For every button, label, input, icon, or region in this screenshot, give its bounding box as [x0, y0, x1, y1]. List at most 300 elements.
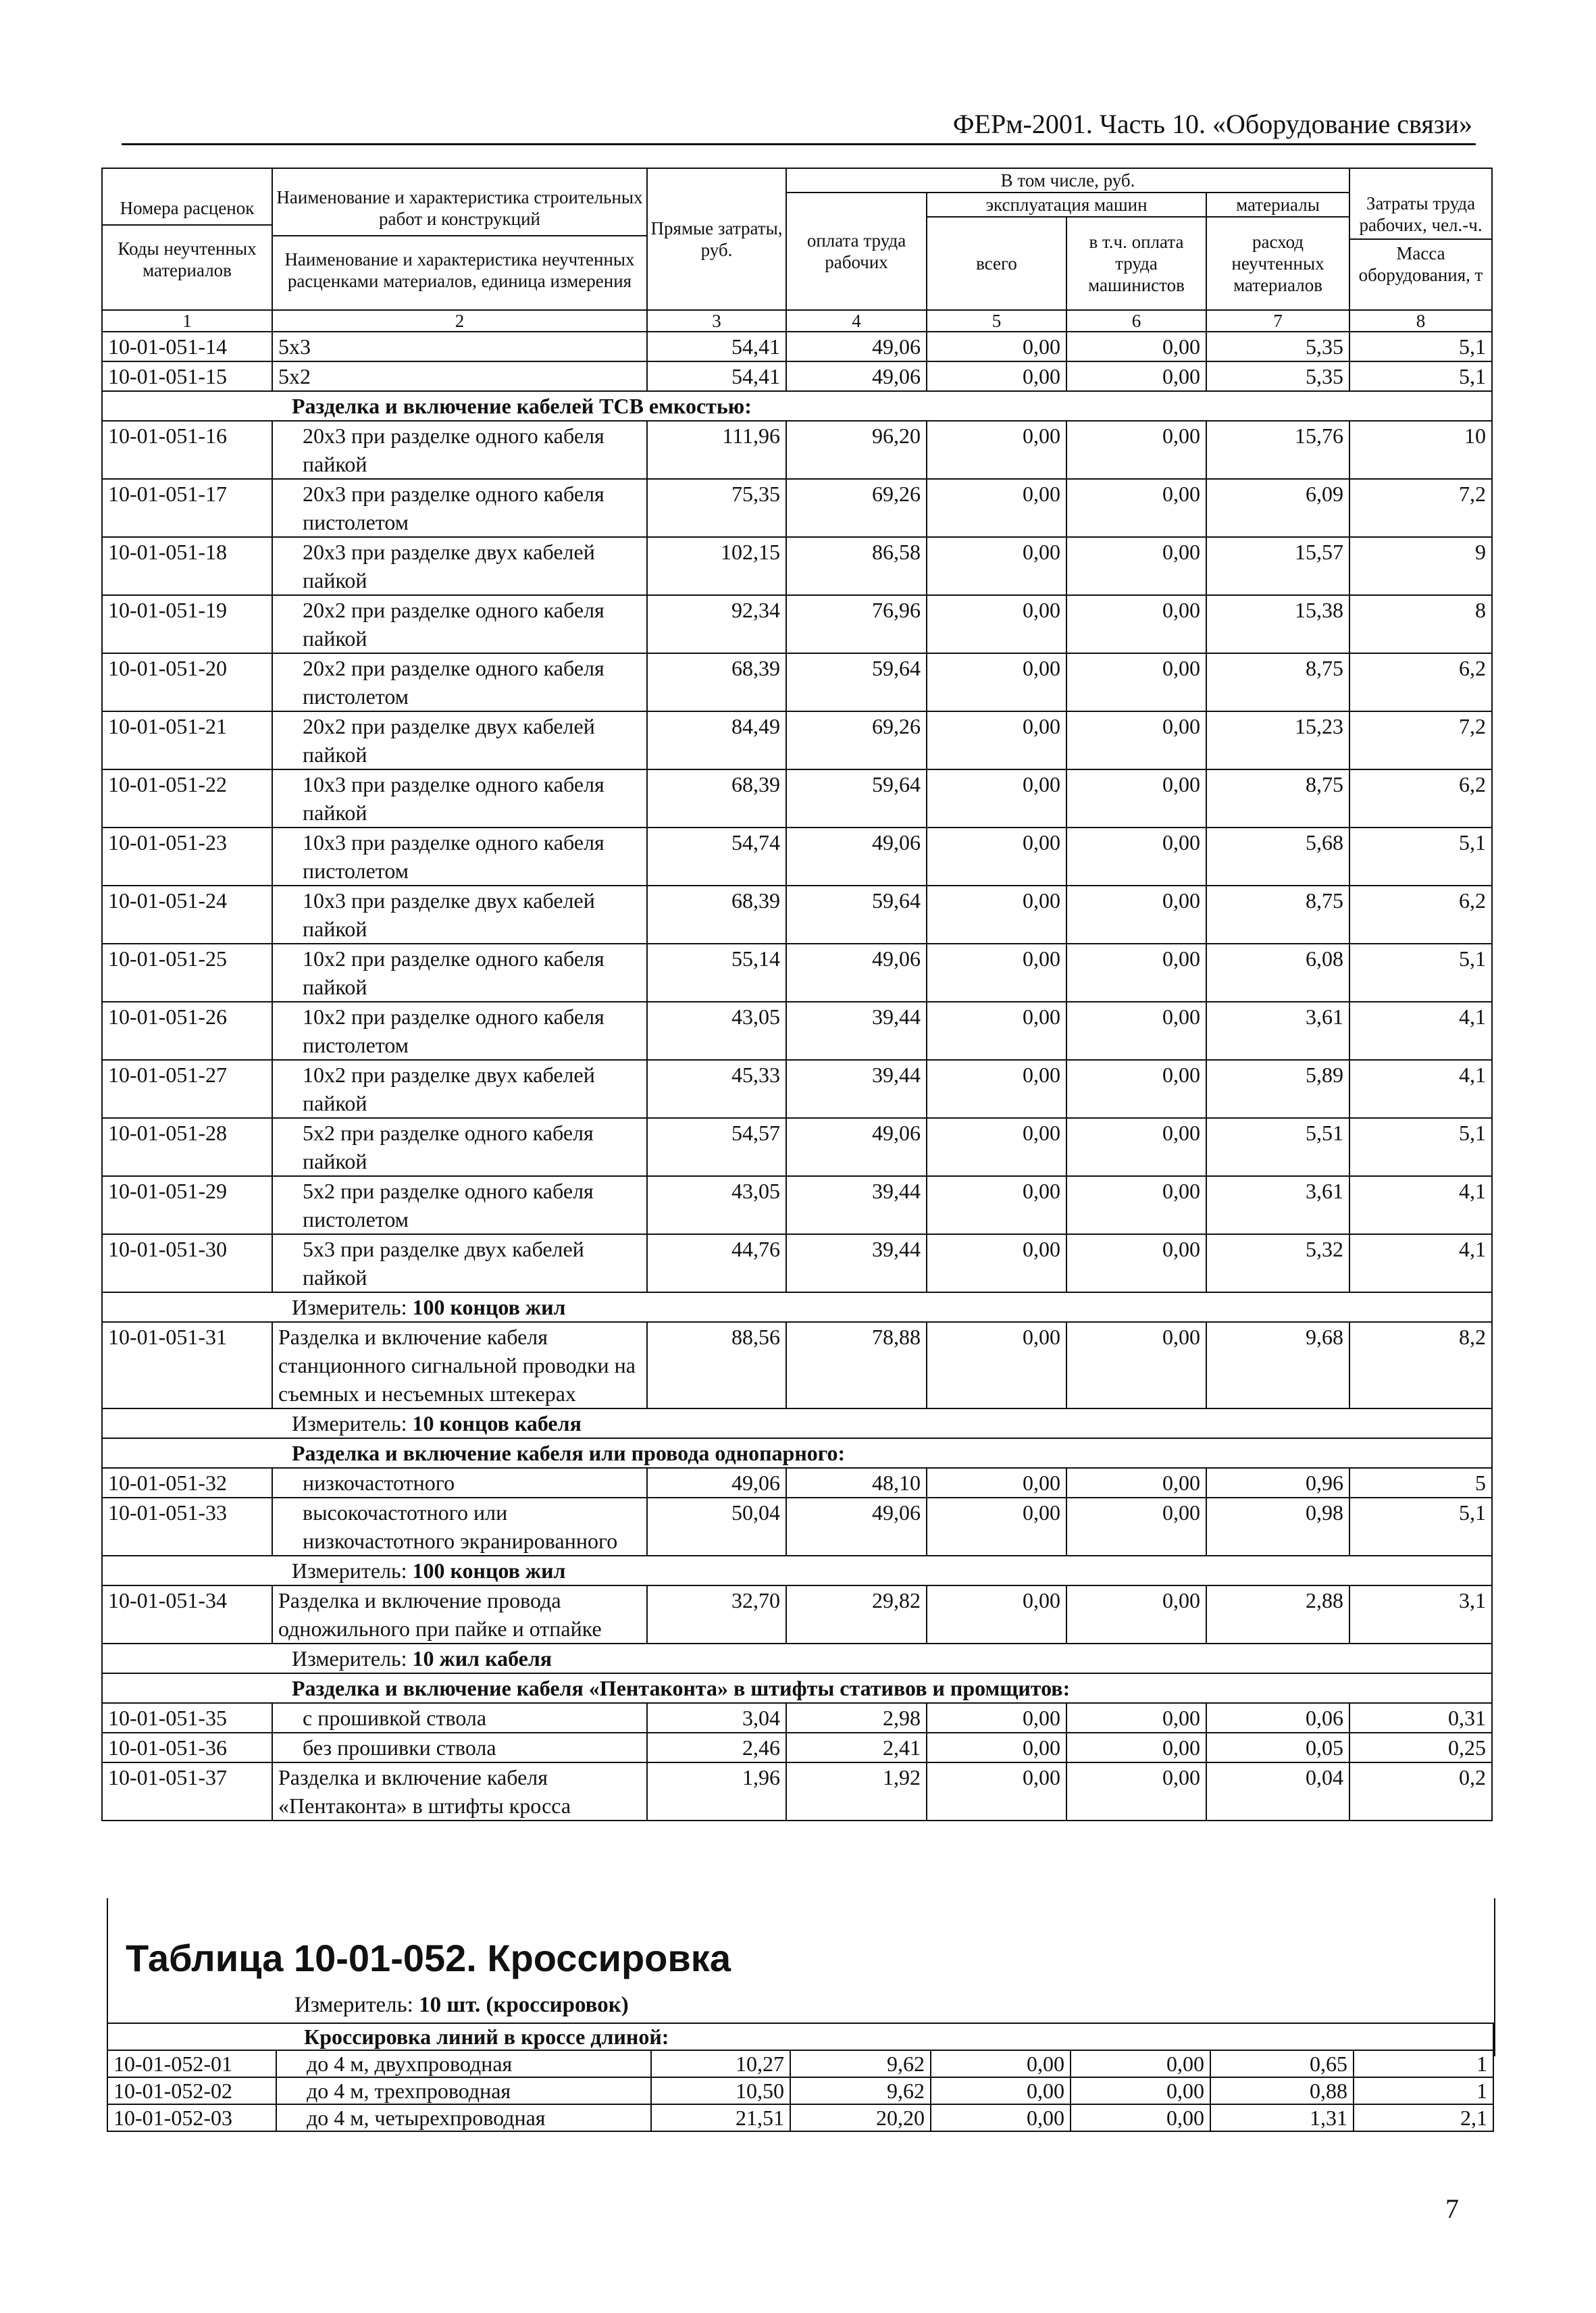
material-cost: 3,61 — [1206, 1002, 1349, 1060]
measure-2-value: 10 концов кабеля — [412, 1411, 582, 1435]
table-row — [102, 1176, 1492, 1234]
machinist-pay: 0,00 — [1066, 332, 1206, 361]
rate-code: 10-01-051-19 — [102, 595, 272, 653]
labor-pay: 49,06 — [786, 1118, 927, 1176]
machine-cost: 0,00 — [927, 653, 1066, 711]
rate-code: 10-01-051-28 — [102, 1118, 272, 1176]
labor-pay: 39,44 — [786, 1234, 927, 1292]
col-mass: Масса оборудования, т — [1358, 243, 1483, 285]
col-code-bottom: Коды неучтенных материалов — [118, 238, 257, 280]
measure-3 — [102, 1556, 1492, 1585]
machinist-pay: 0,00 — [1066, 1176, 1206, 1234]
table-row — [102, 1498, 1492, 1556]
machine-cost: 0,00 — [927, 1498, 1066, 1556]
table2-section-row — [107, 2023, 1493, 2050]
work-name: с прошивкой ствола — [272, 1703, 647, 1733]
work-name: до 4 м, трехпроводная — [276, 2077, 651, 2104]
rate-code: 10-01-051-17 — [102, 479, 272, 537]
rate-code: 10-01-051-33 — [102, 1498, 272, 1556]
table-row — [102, 1234, 1492, 1292]
measure-1-label: Измеритель: — [292, 1295, 413, 1319]
measure-3-row — [102, 1556, 1492, 1585]
col-machines-total-header: всего — [927, 217, 1066, 310]
table-row — [102, 595, 1492, 653]
measure-1-value: 100 концов жил — [412, 1295, 566, 1319]
labor-effort: 3,1 — [1349, 1585, 1492, 1644]
direct-cost: 10,27 — [651, 2050, 790, 2077]
machinist-pay: 0,00 — [1066, 711, 1206, 769]
direct-cost: 43,05 — [647, 1002, 786, 1060]
col-incl-header: В том числе, руб. — [786, 168, 1349, 193]
section-penta-row — [102, 1673, 1492, 1703]
table-row — [107, 2104, 1493, 2131]
machine-cost: 0,00 — [927, 944, 1066, 1002]
direct-cost: 2,46 — [647, 1733, 786, 1762]
rate-code: 10-01-051-29 — [102, 1176, 272, 1234]
table-row — [102, 1118, 1492, 1176]
rate-code: 10-01-051-15 — [102, 361, 272, 391]
labor-pay: 96,20 — [786, 421, 927, 479]
direct-cost: 102,15 — [647, 537, 786, 595]
table2-measure-label: Измеритель: — [294, 1993, 419, 2017]
direct-cost: 75,35 — [647, 479, 786, 537]
col-number: 8 — [1349, 310, 1492, 332]
work-name: Разделка и включение провода одножильного при пайке и отпайке — [272, 1585, 647, 1644]
measure-4-row — [102, 1644, 1492, 1673]
col-number: 1 — [102, 310, 272, 332]
rate-code: 10-01-051-31 — [102, 1322, 272, 1408]
machine-cost: 0,00 — [927, 711, 1066, 769]
labor-effort: 5,1 — [1349, 1118, 1492, 1176]
work-name: Разделка и включение кабеля станционного сигнальной проводки на съемных и несъемных штекерах — [272, 1322, 647, 1408]
labor-effort: 8,2 — [1349, 1322, 1492, 1408]
material-cost: 0,04 — [1206, 1762, 1349, 1821]
material-cost: 5,35 — [1206, 332, 1349, 361]
col-machines-header: эксплуатация машин — [927, 193, 1206, 217]
col-direct-header: Прямые затраты, руб. — [647, 168, 786, 310]
table-row — [102, 1703, 1492, 1733]
page-header-title: ФЕРм-2001. Часть 10. «Оборудование связи» — [952, 109, 1472, 139]
measure-2-label: Измеритель: — [292, 1411, 413, 1435]
material-cost: 1,31 — [1210, 2104, 1354, 2131]
direct-cost: 50,04 — [647, 1498, 786, 1556]
section-pair-label: Разделка и включение кабеля или провода однопарного: — [292, 1441, 846, 1465]
labor-effort: 5,1 — [1349, 944, 1492, 1002]
labor-pay: 49,06 — [786, 361, 927, 391]
work-name: 20х2 при разделке одного кабеля пайкой — [272, 595, 647, 653]
machinist-pay: 0,00 — [1066, 1498, 1206, 1556]
material-cost: 15,57 — [1206, 537, 1349, 595]
machinist-pay: 0,00 — [1071, 2077, 1210, 2104]
col-code-header — [102, 168, 272, 310]
material-cost: 5,51 — [1206, 1118, 1349, 1176]
direct-cost: 88,56 — [647, 1322, 786, 1408]
rate-code: 10-01-051-26 — [102, 1002, 272, 1060]
table-row — [102, 1762, 1492, 1821]
work-name: 10х3 при разделке одного кабеля пистолетом — [272, 828, 647, 886]
table2-measure-value: 10 шт. (кроссировок) — [419, 1993, 629, 2017]
machinist-pay: 0,00 — [1066, 1118, 1206, 1176]
section-tsv — [102, 391, 1492, 421]
material-cost: 9,68 — [1206, 1322, 1349, 1408]
labor-effort: 1 — [1354, 2077, 1493, 2104]
direct-cost: 54,74 — [647, 828, 786, 886]
labor-pay: 78,88 — [786, 1322, 927, 1408]
machinist-pay: 0,00 — [1066, 1762, 1206, 1821]
machine-cost: 0,00 — [931, 2077, 1071, 2104]
machine-cost: 0,00 — [927, 886, 1066, 944]
table-row — [102, 361, 1492, 391]
direct-cost: 10,50 — [651, 2077, 790, 2104]
table-row — [102, 944, 1492, 1002]
direct-cost: 54,57 — [647, 1118, 786, 1176]
machinist-pay: 0,00 — [1071, 2050, 1210, 2077]
rate-code: 10-01-051-20 — [102, 653, 272, 711]
labor-effort: 7,2 — [1349, 479, 1492, 537]
table-row — [102, 537, 1492, 595]
table-row — [107, 2077, 1493, 2104]
section-pair-row — [102, 1438, 1492, 1468]
material-cost: 8,75 — [1206, 769, 1349, 828]
direct-cost: 84,49 — [647, 711, 786, 769]
machine-cost: 0,00 — [927, 1060, 1066, 1118]
table-row — [102, 828, 1492, 886]
rate-code: 10-01-051-35 — [102, 1703, 272, 1733]
work-name: 20х3 при разделке одного кабеля пайкой — [272, 421, 647, 479]
labor-effort: 5,1 — [1349, 332, 1492, 361]
work-name: 10х2 при разделке одного кабеля пистолетом — [272, 1002, 647, 1060]
col-number: 2 — [272, 310, 647, 332]
col-number: 4 — [786, 310, 927, 332]
measure-4-label: Измеритель: — [292, 1646, 413, 1671]
measure-3-value: 100 концов жил — [412, 1558, 566, 1583]
machinist-pay: 0,00 — [1066, 1234, 1206, 1292]
material-cost: 5,89 — [1206, 1060, 1349, 1118]
header-divider — [122, 143, 1476, 145]
work-name: 20х3 при разделке одного кабеля пистолетом — [272, 479, 647, 537]
machine-cost: 0,00 — [927, 1733, 1066, 1762]
rate-code: 10-01-052-02 — [107, 2077, 276, 2104]
rate-code: 10-01-052-01 — [107, 2050, 276, 2077]
machine-cost: 0,00 — [927, 537, 1066, 595]
work-name: 5х3 — [272, 332, 647, 361]
labor-pay: 59,64 — [786, 886, 927, 944]
work-name: Разделка и включение кабеля «Пентаконта» в штифты кросса — [272, 1762, 647, 1821]
work-name: 10х3 при разделке двух кабелей пайкой — [272, 886, 647, 944]
work-name: 10х2 при разделке двух кабелей пайкой — [272, 1060, 647, 1118]
table-row — [102, 1585, 1492, 1644]
rate-code: 10-01-051-18 — [102, 537, 272, 595]
measure-2 — [102, 1408, 1492, 1438]
rate-code: 10-01-051-30 — [102, 1234, 272, 1292]
table-row — [102, 1468, 1492, 1498]
table-row — [107, 2050, 1493, 2077]
labor-effort: 1 — [1354, 2050, 1493, 2077]
work-name: 5х3 при разделке двух кабелей пайкой — [272, 1234, 647, 1292]
direct-cost: 49,06 — [647, 1468, 786, 1498]
labor-effort: 0,25 — [1349, 1733, 1492, 1762]
labor-pay: 39,44 — [786, 1176, 927, 1234]
labor-effort: 4,1 — [1349, 1234, 1492, 1292]
machinist-pay: 0,00 — [1071, 2104, 1210, 2131]
direct-cost: 54,41 — [647, 332, 786, 361]
direct-cost: 68,39 — [647, 769, 786, 828]
table-row — [102, 886, 1492, 944]
labor-pay: 86,58 — [786, 537, 927, 595]
material-cost: 2,88 — [1206, 1585, 1349, 1644]
measure-2-row — [102, 1408, 1492, 1438]
material-cost: 5,68 — [1206, 828, 1349, 886]
machinist-pay: 0,00 — [1066, 653, 1206, 711]
machine-cost: 0,00 — [927, 1234, 1066, 1292]
measure-4 — [102, 1644, 1492, 1673]
section-tsv-row — [102, 391, 1492, 421]
rate-code: 10-01-051-14 — [102, 332, 272, 361]
table-row — [102, 421, 1492, 479]
work-name: 5х2 — [272, 361, 647, 391]
direct-cost: 92,34 — [647, 595, 786, 653]
labor-effort: 6,2 — [1349, 886, 1492, 944]
col-number: 3 — [647, 310, 786, 332]
machinist-pay: 0,00 — [1066, 828, 1206, 886]
material-cost: 5,32 — [1206, 1234, 1349, 1292]
labor-effort: 4,1 — [1349, 1002, 1492, 1060]
direct-cost: 54,41 — [647, 361, 786, 391]
material-cost: 3,61 — [1206, 1176, 1349, 1234]
work-name: 5х2 при разделке одного кабеля пайкой — [272, 1118, 647, 1176]
machinist-pay: 0,00 — [1066, 479, 1206, 537]
table-row — [102, 1002, 1492, 1060]
labor-pay: 48,10 — [786, 1468, 927, 1498]
material-cost: 0,06 — [1206, 1703, 1349, 1733]
machinist-pay: 0,00 — [1066, 421, 1206, 479]
section-pair — [102, 1438, 1492, 1468]
material-cost: 0,96 — [1206, 1468, 1349, 1498]
machine-cost: 0,00 — [931, 2104, 1071, 2131]
machinist-pay: 0,00 — [1066, 1703, 1206, 1733]
labor-pay: 59,64 — [786, 769, 927, 828]
col-materials-uncounted-header: расход неучтенных материалов — [1206, 217, 1349, 310]
work-name: 10х2 при разделке одного кабеля пайкой — [272, 944, 647, 1002]
labor-effort: 0,2 — [1349, 1762, 1492, 1821]
rate-code: 10-01-051-36 — [102, 1733, 272, 1762]
labor-pay: 29,82 — [786, 1585, 927, 1644]
labor-effort: 0,31 — [1349, 1703, 1492, 1733]
work-name: 20х3 при разделке двух кабелей пайкой — [272, 537, 647, 595]
direct-cost: 111,96 — [647, 421, 786, 479]
labor-pay: 9,62 — [790, 2077, 931, 2104]
machinist-pay: 0,00 — [1066, 886, 1206, 944]
material-cost: 8,75 — [1206, 886, 1349, 944]
measure-1-row — [102, 1292, 1492, 1322]
measure-3-label: Измеритель: — [292, 1558, 413, 1583]
labor-pay: 49,06 — [786, 332, 927, 361]
machine-cost: 0,00 — [927, 1585, 1066, 1644]
machinist-pay: 0,00 — [1066, 1002, 1206, 1060]
material-cost: 15,23 — [1206, 711, 1349, 769]
labor-effort: 5,1 — [1349, 828, 1492, 886]
section-penta — [102, 1673, 1492, 1703]
rate-code: 10-01-051-37 — [102, 1762, 272, 1821]
rate-code: 10-01-051-21 — [102, 711, 272, 769]
material-cost: 8,75 — [1206, 653, 1349, 711]
labor-pay: 2,41 — [786, 1733, 927, 1762]
labor-effort: 6,2 — [1349, 769, 1492, 828]
rate-code: 10-01-051-34 — [102, 1585, 272, 1644]
column-number-row — [102, 310, 1492, 332]
labor-pay: 49,06 — [786, 828, 927, 886]
col-number: 6 — [1066, 310, 1206, 332]
work-name: без прошивки ствола — [272, 1733, 647, 1762]
col-name-header — [272, 168, 647, 310]
machinist-pay: 0,00 — [1066, 361, 1206, 391]
labor-effort: 5,1 — [1349, 361, 1492, 391]
labor-pay: 39,44 — [786, 1002, 927, 1060]
material-cost: 5,35 — [1206, 361, 1349, 391]
machinist-pay: 0,00 — [1066, 769, 1206, 828]
rate-code: 10-01-051-24 — [102, 886, 272, 944]
labor-effort: 9 — [1349, 537, 1492, 595]
col-number: 5 — [927, 310, 1066, 332]
work-name: 20х2 при разделке двух кабелей пайкой — [272, 711, 647, 769]
rate-code: 10-01-051-32 — [102, 1468, 272, 1498]
machinist-pay: 0,00 — [1066, 1585, 1206, 1644]
machinist-pay: 0,00 — [1066, 1322, 1206, 1408]
labor-pay: 69,26 — [786, 479, 927, 537]
table-row — [102, 479, 1492, 537]
direct-cost: 43,05 — [647, 1176, 786, 1234]
table-row — [102, 769, 1492, 828]
table-row — [102, 653, 1492, 711]
section-penta-label: Разделка и включение кабеля «Пентаконта» в штифты стативов и промщитов: — [292, 1676, 1071, 1700]
labor-effort: 10 — [1349, 421, 1492, 479]
direct-cost: 45,33 — [647, 1060, 786, 1118]
work-name: низкочастотного — [272, 1468, 647, 1498]
material-cost: 0,65 — [1210, 2050, 1354, 2077]
direct-cost: 44,76 — [647, 1234, 786, 1292]
rate-code: 10-01-051-27 — [102, 1060, 272, 1118]
labor-pay: 1,92 — [786, 1762, 927, 1821]
table-row — [102, 1322, 1492, 1408]
labor-pay: 39,44 — [786, 1060, 927, 1118]
work-name: высокочастотного или низкочастотного экранированного — [272, 1498, 647, 1556]
labor-effort: 5,1 — [1349, 1498, 1492, 1556]
direct-cost: 68,39 — [647, 886, 786, 944]
machine-cost: 0,00 — [927, 1322, 1066, 1408]
rate-code: 10-01-051-23 — [102, 828, 272, 886]
machine-cost: 0,00 — [927, 1468, 1066, 1498]
machine-cost: 0,00 — [927, 361, 1066, 391]
col-number: 7 — [1206, 310, 1349, 332]
table-row — [102, 1060, 1492, 1118]
rates-table — [101, 168, 1493, 1821]
col-machines-labor-header: в т.ч. оплата труда машинистов — [1066, 217, 1206, 310]
machine-cost: 0,00 — [927, 828, 1066, 886]
header-row-1 — [102, 168, 1492, 193]
machine-cost: 0,00 — [927, 332, 1066, 361]
table2-measure — [294, 1993, 629, 2018]
direct-cost: 55,14 — [647, 944, 786, 1002]
machine-cost: 0,00 — [927, 1176, 1066, 1234]
labor-pay: 49,06 — [786, 944, 927, 1002]
direct-cost: 1,96 — [647, 1762, 786, 1821]
machinist-pay: 0,00 — [1066, 944, 1206, 1002]
rate-code: 10-01-051-16 — [102, 421, 272, 479]
machine-cost: 0,00 — [927, 1118, 1066, 1176]
machine-cost: 0,00 — [931, 2050, 1071, 2077]
labor-effort: 2,1 — [1354, 2104, 1493, 2131]
work-name: до 4 м, четырехпроводная — [276, 2104, 651, 2131]
table-row — [102, 1733, 1492, 1762]
machinist-pay: 0,00 — [1066, 537, 1206, 595]
table-row — [102, 332, 1492, 361]
machine-cost: 0,00 — [927, 1762, 1066, 1821]
section-tsv-label: Разделка и включение кабелей ТСВ емкостью: — [292, 394, 752, 418]
work-name: до 4 м, двухпроводная — [276, 2050, 651, 2077]
direct-cost: 32,70 — [647, 1585, 786, 1644]
machinist-pay: 0,00 — [1066, 1733, 1206, 1762]
machinist-pay: 0,00 — [1066, 595, 1206, 653]
labor-pay: 76,96 — [786, 595, 927, 653]
labor-effort: 4,1 — [1349, 1060, 1492, 1118]
labor-effort: 5 — [1349, 1468, 1492, 1498]
material-cost: 15,76 — [1206, 421, 1349, 479]
labor-pay: 20,20 — [790, 2104, 931, 2131]
machinist-pay: 0,00 — [1066, 1060, 1206, 1118]
col-name-top: Наименование и характеристика строительных работ и конструкций — [273, 186, 646, 236]
measure-4-value: 10 жил кабеля — [412, 1646, 552, 1671]
page-number: 7 — [1445, 2193, 1459, 2224]
work-name: 20х2 при разделке одного кабеля пистолетом — [272, 653, 647, 711]
work-name: 5х2 при разделке одного кабеля пистолетом — [272, 1176, 647, 1234]
col-code-top: Номера расценок — [103, 197, 272, 226]
machine-cost: 0,00 — [927, 479, 1066, 537]
material-cost: 6,08 — [1206, 944, 1349, 1002]
table-row — [102, 711, 1492, 769]
labor-pay: 69,26 — [786, 711, 927, 769]
col-labor-cost-header — [1349, 168, 1492, 310]
rate-code: 10-01-051-25 — [102, 944, 272, 1002]
col-labor-pay-header: оплата труда рабочих — [786, 193, 927, 310]
rate-code: 10-01-052-03 — [107, 2104, 276, 2131]
material-cost: 0,98 — [1206, 1498, 1349, 1556]
labor-pay: 2,98 — [786, 1703, 927, 1733]
col-materials-header: материалы — [1206, 193, 1349, 217]
table2-section-label: Кроссировка линий в кроссе длиной: — [107, 2023, 1493, 2050]
material-cost: 0,88 — [1210, 2077, 1354, 2104]
machine-cost: 0,00 — [927, 1703, 1066, 1733]
labor-effort: 7,2 — [1349, 711, 1492, 769]
labor-effort: 6,2 — [1349, 653, 1492, 711]
material-cost: 15,38 — [1206, 595, 1349, 653]
labor-pay: 59,64 — [786, 653, 927, 711]
material-cost: 6,09 — [1206, 479, 1349, 537]
machine-cost: 0,00 — [927, 769, 1066, 828]
machinist-pay: 0,00 — [1066, 1468, 1206, 1498]
table2-title: Таблица 10-01-052. Кроссировка — [126, 1937, 731, 1979]
labor-effort: 4,1 — [1349, 1176, 1492, 1234]
machine-cost: 0,00 — [927, 421, 1066, 479]
labor-pay: 9,62 — [790, 2050, 931, 2077]
rate-code: 10-01-051-22 — [102, 769, 272, 828]
measure-1 — [102, 1292, 1492, 1322]
crossing-table — [107, 2023, 1494, 2132]
col-labor-cost: Затраты труда рабочих, чел.-ч. — [1350, 193, 1491, 240]
machine-cost: 0,00 — [927, 1002, 1066, 1060]
labor-effort: 8 — [1349, 595, 1492, 653]
direct-cost: 68,39 — [647, 653, 786, 711]
labor-pay: 49,06 — [786, 1498, 927, 1556]
